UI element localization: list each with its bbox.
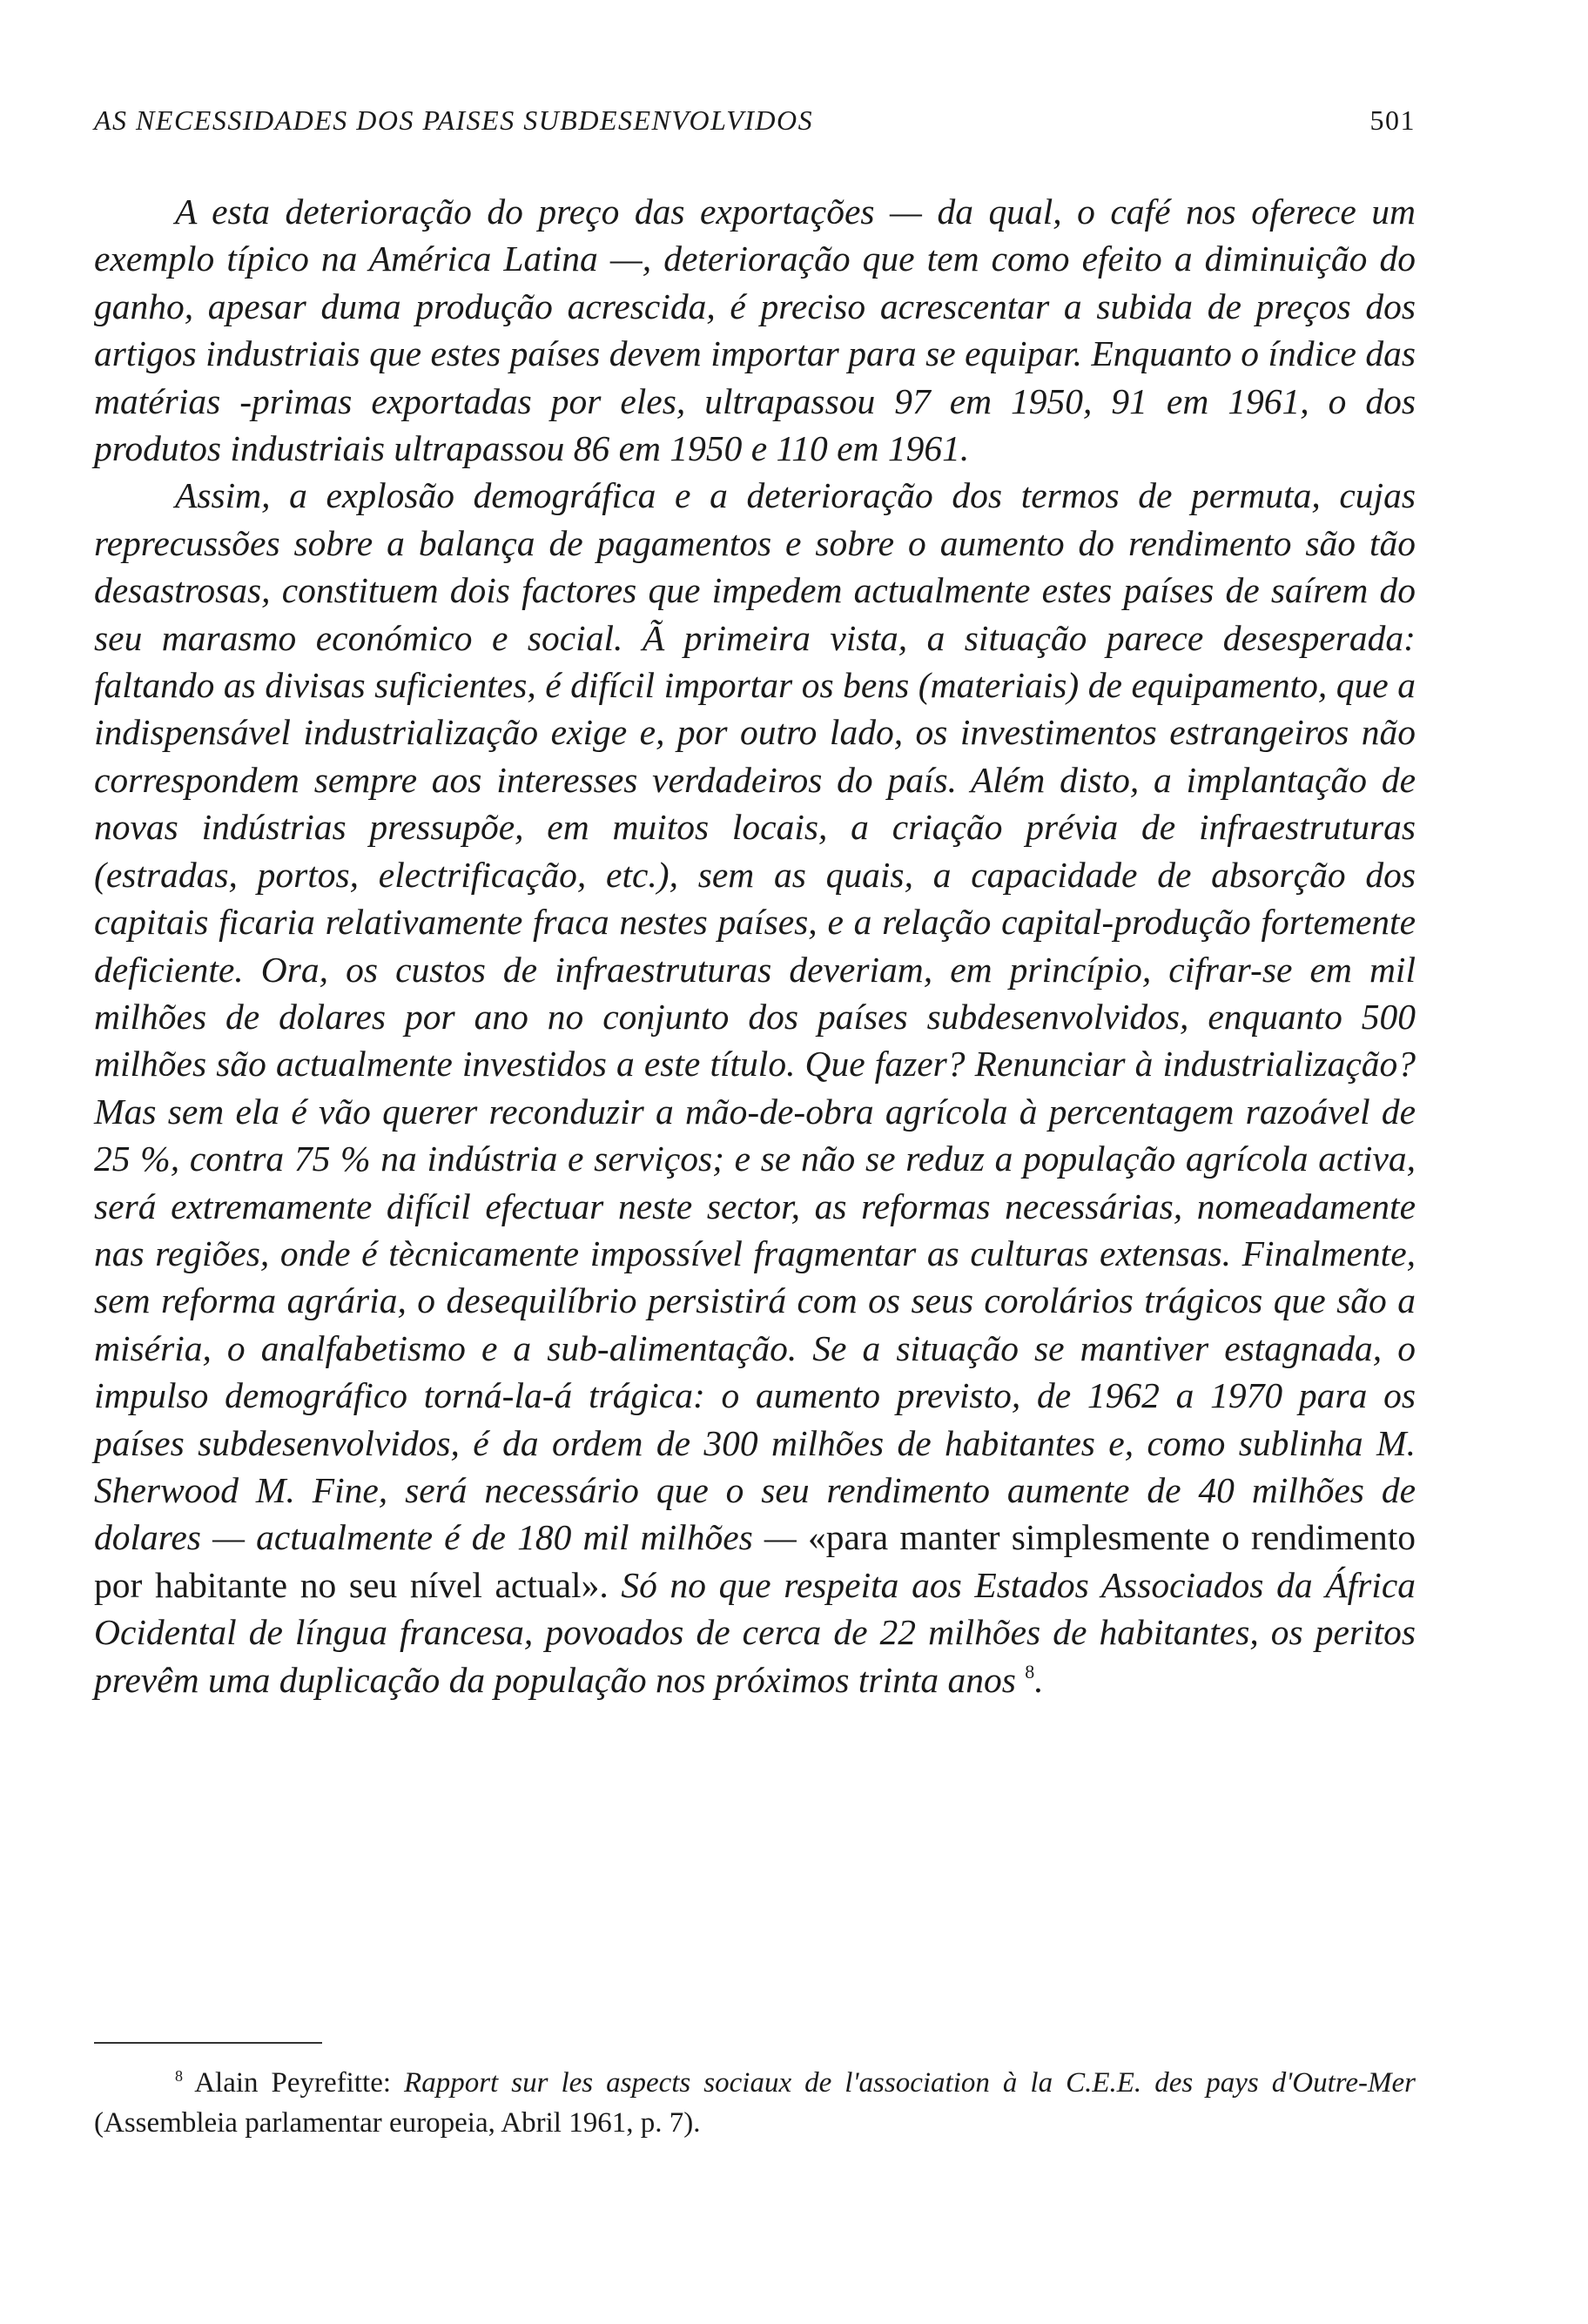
footnote-work-title: Rapport sur les aspects sociaux de l'association à la C.E.E. des pays d'Outre-Mer bbox=[404, 2067, 1416, 2099]
paragraph-1: A esta deterioração do preço das exportações — da qual, o café nos oferece um exemplo típico na América Latina —, deterioração que tem como efeito a diminuição do ganho, apesar duma produção acrescida, é preciso acrescentar a subida de preços dos artigos industriais que estes países devem importar para se equipar. Enquanto o índice das matérias -primas exportadas por eles, ultrapassou 97 em 1950, 91 em 1961, o dos produtos industriais ultrapassou 86 em 1950 e 110 em 1961. bbox=[94, 191, 1416, 469]
footnote-details: (Assembleia parlamentar europeia, Abril 1961, p. 7). bbox=[94, 2107, 701, 2139]
paragraph-2-part-1: Assim, a explosão demográfica e a deterioração dos termos de permuta, cujas reprecussões sobre a balança de pagamentos e sobre o aumento do rendimento são tão desastrosas, constituem dois factores que impedem actualmente estes países de saírem do seu marasmo económico e social. Ã primeira vista, a situação parece desesperada: faltando as divisas suficientes, é difícil importar os bens (materiais) de equipamento, que a indispensável industrialização exige e, por outro lado, os investimentos estrangeiros não correspondem sempre aos interesses verdadeiros do país. Além disto, a implantação de novas indústrias pressupõe, em muitos locais, a criação prévia de infraestruturas (estradas, portos, electrificação, etc.), sem as quais, a capacidade de absorção dos capitais ficaria relativamente fraca nestes países, e a relação capital-produção fortemente deficiente. Ora, os custos de infraestruturas deveriam, em princípio, cifrar-se em mil milhões de dolares por ano no conjunto dos países subdesenvolvidos, enquanto 500 milhões são actualmente investidos a este título. Que fazer? Renunciar à industrialização? Mas sem ela é vão querer reconduzir a mão-de-obra agrícola à percentagem razoável de 25 %, contra 75 % na indústria e serviços; e se não se reduz a população agrícola activa, será extremamente difícil efectuar neste sector, as reformas necessárias, nomeadamente nas regiões, onde é tècnicamente impossível fragmentar as culturas extensas. Finalmente, sem reforma agrária, o desequilíbrio persistirá com os seus corolários trágicos que são a miséria, o analfabetismo e a sub-alimentação. Se a situação se mantiver estagnada, o impulso demográfico torná-la-á trágica: o aumento previsto, de 1962 a 1970 para os países subdesenvolvidos, é da ordem de 300 milhões de habitantes e, como sublinha M. Sherwood M. Fine, será necessário que o seu rendimento aumente de 40 milhões de dolares — actualmente é de 180 mil milhões — bbox=[94, 475, 1416, 1558]
paragraph-2 bbox=[94, 472, 1416, 1703]
footnote-reference: 8 bbox=[1025, 1660, 1035, 1683]
body-text bbox=[94, 188, 1416, 1703]
paragraph-2-part-2: Só no que respeita aos Estados Associados da África Ocidental de língua francesa, povoados de cerca de 22 milhões de habitantes, os peritos prevêm uma duplicação da população nos próximos trinta anos bbox=[94, 1564, 1416, 1700]
page-number: 501 bbox=[1369, 104, 1416, 136]
paragraph-2-end: . bbox=[1034, 1659, 1044, 1700]
footnote-marker: 8 bbox=[175, 2067, 183, 2085]
quoted-text: «para manter simplesmente o rendimento por habitante no seu nível actual». bbox=[94, 1517, 1416, 1605]
running-title: AS NECESSIDADES DOS PAISES SUBDESENVOLVIDOS bbox=[94, 104, 814, 136]
footnote-divider bbox=[94, 2042, 322, 2044]
running-header bbox=[94, 89, 1416, 141]
footnote bbox=[94, 2063, 1416, 2143]
footnote-author: Alain Peyrefitte: bbox=[194, 2067, 392, 2099]
